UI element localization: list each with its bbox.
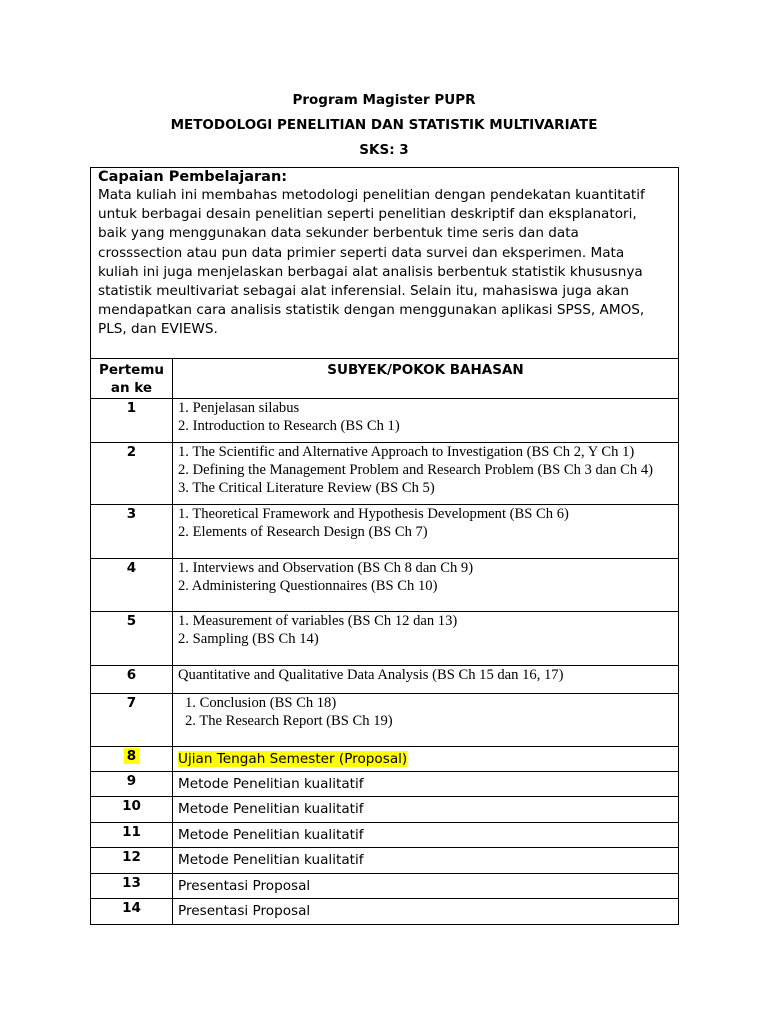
table-row xyxy=(91,505,679,559)
topic-item: 1. Theoretical Framework and Hypothesis Development (BS Ch 6) xyxy=(178,506,569,522)
table-row xyxy=(91,443,679,505)
topic-item: Presentasi Proposal xyxy=(178,903,311,919)
intro-line: PLS, dan EVIEWS. xyxy=(98,321,218,338)
topic-item: 1. Penjelasan silabus xyxy=(178,400,300,416)
topic-item: Metode Penelitian kualitatif xyxy=(178,827,364,843)
topic-item: 2. Elements of Research Design (BS Ch 7) xyxy=(178,524,428,540)
table-row xyxy=(91,899,679,925)
meeting-number: 12 xyxy=(91,848,173,874)
learning-outcomes-text xyxy=(98,186,671,340)
topic-column-header: SUBYEK/POKOK BAHASAN xyxy=(173,359,679,399)
topic-item: 3. The Critical Literature Review (BS Ch 5) xyxy=(178,480,435,496)
learning-outcomes-cell xyxy=(91,168,679,359)
topic-item: Presentasi Proposal xyxy=(178,878,311,894)
intro-line: baik yang menggunakan data sekunder berbentuk time seris dan data xyxy=(98,225,579,242)
topic-cell xyxy=(173,874,679,899)
meeting-number: 3 xyxy=(91,505,173,559)
topic-item: 2. Introduction to Research (BS Ch 1) xyxy=(178,418,400,434)
meeting-number: 7 xyxy=(91,694,173,747)
topic-cell xyxy=(173,747,679,772)
meeting-number: 11 xyxy=(91,823,173,848)
intro-line: mendapatkan cara analisis statistik dengan menggunakan aplikasi SPSS, AMOS, xyxy=(98,302,645,319)
intro-line: crosssection atau pun data primier seperti data survei dan eksperimen. Mata xyxy=(98,244,625,261)
topic-cell xyxy=(173,848,679,874)
topic-item: Quantitative and Qualitative Data Analysis (BS Ch 15 dan 16, 17) xyxy=(178,667,564,683)
meeting-header-line: an ke xyxy=(110,380,153,396)
table-row xyxy=(91,797,679,823)
intro-line: kuliah ini juga menjelaskan berbagai alat analisis berbentuk statistik khususnya xyxy=(98,263,643,280)
topic-cell xyxy=(173,666,679,694)
table-row xyxy=(91,399,679,443)
table-row xyxy=(91,666,679,694)
meeting-number: 4 xyxy=(91,559,173,612)
meeting-column-header xyxy=(91,359,173,399)
topic-cell xyxy=(173,899,679,925)
table-row xyxy=(91,823,679,848)
topic-item: 1. The Scientific and Alternative Approach to Investigation (BS Ch 2, Y Ch 1) xyxy=(178,444,635,460)
topic-cell xyxy=(173,612,679,666)
meeting-number-cell xyxy=(91,747,173,772)
table-row xyxy=(91,559,679,612)
topic-cell xyxy=(173,399,679,443)
topic-item: Metode Penelitian kualitatif xyxy=(178,801,364,817)
topic-item: 1. Measurement of variables (BS Ch 12 dan 13) xyxy=(178,613,458,629)
topic-item: 2. Administering Questionnaires (BS Ch 10) xyxy=(178,578,438,594)
meeting-number: 8 xyxy=(124,748,139,764)
topic-cell xyxy=(173,823,679,848)
table-row xyxy=(91,612,679,666)
meeting-number: 10 xyxy=(91,797,173,823)
syllabus-table xyxy=(90,167,679,925)
table-row xyxy=(91,747,679,772)
midterm-exam-label: Ujian Tengah Semester (Proposal) xyxy=(178,751,408,767)
meeting-number: 9 xyxy=(91,772,173,797)
topic-item: 2. Sampling (BS Ch 14) xyxy=(178,631,319,647)
course-title: METODOLOGI PENELITIAN DAN STATISTIK MULTIVARIATE xyxy=(170,117,598,133)
program-title: Program Magister PUPR xyxy=(292,92,476,108)
meeting-number: 2 xyxy=(91,443,173,505)
meeting-number: 14 xyxy=(91,899,173,925)
topic-cell xyxy=(173,559,679,612)
intro-line: Mata kuliah ini membahas metodologi penelitian dengan pendekatan kuantitatif xyxy=(98,187,645,203)
topic-item: Metode Penelitian kualitatif xyxy=(178,776,364,792)
credit-units: SKS: 3 xyxy=(359,142,409,158)
topic-item: 1. Interviews and Observation (BS Ch 8 dan Ch 9) xyxy=(178,560,474,576)
intro-row xyxy=(91,168,679,359)
topic-cell xyxy=(173,797,679,823)
intro-line: statistik meultivariat sebagai alat inferensial. Selain itu, mahasiswa juga akan xyxy=(98,283,630,300)
intro-line: untuk berbagai desain penelitian seperti penelitian deskriptif dan eksplanatori, xyxy=(98,206,637,223)
learning-outcomes-title: Capaian Pembelajaran: xyxy=(98,169,288,185)
meeting-number: 5 xyxy=(91,612,173,666)
table-row xyxy=(91,772,679,797)
topic-item: Metode Penelitian kualitatif xyxy=(178,852,364,868)
topic-item: 2. Defining the Management Problem and Research Problem (BS Ch 3 dan Ch 4) xyxy=(178,462,654,478)
table-row xyxy=(91,694,679,747)
topic-cell xyxy=(173,505,679,559)
topic-item: 2. The Research Report (BS Ch 19) xyxy=(185,713,393,729)
meeting-number: 13 xyxy=(91,874,173,899)
meeting-number: 6 xyxy=(91,666,173,694)
topic-item: 1. Conclusion (BS Ch 18) xyxy=(185,695,337,711)
topic-cell xyxy=(173,443,679,505)
topic-cell xyxy=(173,772,679,797)
table-row xyxy=(91,848,679,874)
meeting-number: 1 xyxy=(91,399,173,443)
topic-cell xyxy=(173,694,679,747)
table-header-row xyxy=(91,359,679,399)
meeting-header-line: Pertemu xyxy=(99,362,164,378)
table-row xyxy=(91,874,679,899)
